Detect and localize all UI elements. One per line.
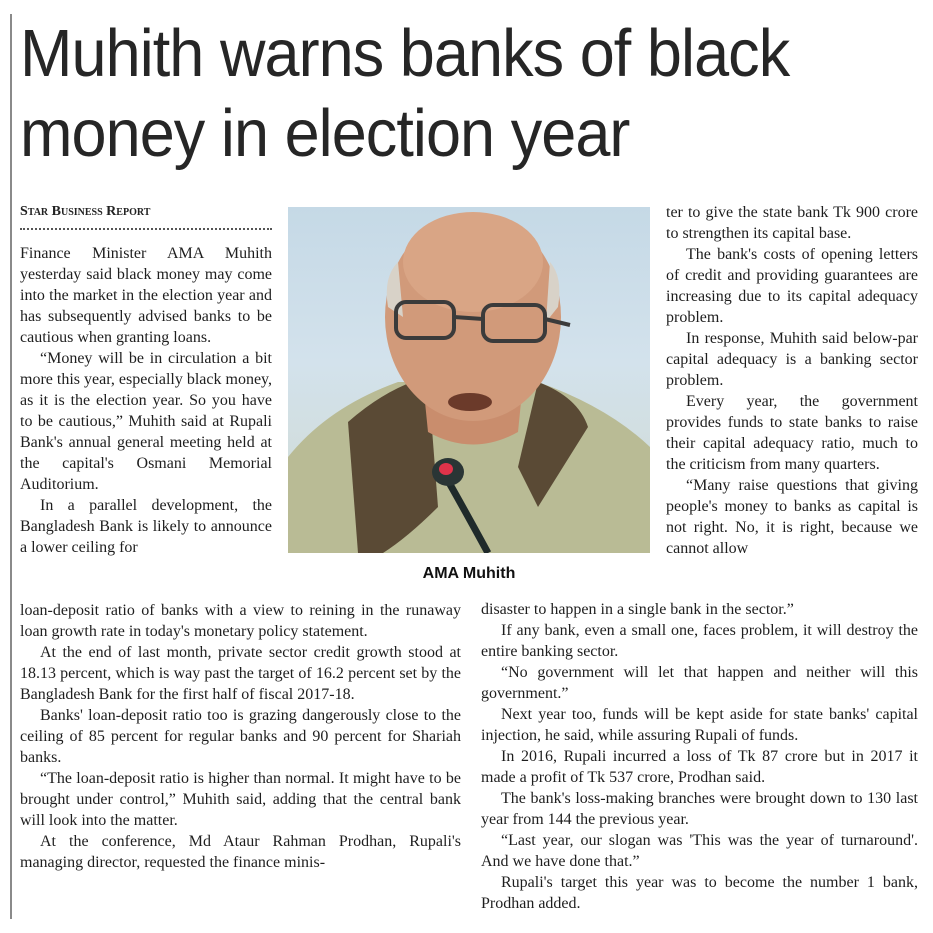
paragraph: In a parallel development, the Bangladesh Bank is likely to announce a lower ceiling for	[20, 497, 272, 556]
paragraph: “Money will be in circulation a bit more this year, especially black money, as it is the election year. So you have to be cautious,” Muhith said at Rupali Bank's annual general meeting held at the capital's Osmani Memorial Auditorium.	[20, 350, 273, 493]
paragraph: Every year, the government provides funds to state banks to raise their capital adequacy ratio, much to the criticism from many quarters.	[666, 393, 918, 473]
headline-line-2: money in election year	[20, 96, 630, 171]
paragraph: Finance Minister AMA Muhith yesterday said black money may come into the market in the election year and has subsequently advised banks to be cautious when granting loans.	[20, 245, 272, 346]
paragraph: At the end of last month, private sector credit growth stood at 18.13 percent, which is way past the target of 16.2 percent set by the Bangladesh Bank for the first half of fiscal 2017-18.	[20, 644, 461, 703]
paragraph: In response, Muhith said below-par capital adequacy is a banking sector problem.	[666, 330, 918, 389]
paragraph: loan-deposit ratio of banks with a view to reining in the runaway loan growth rate in today's monetary policy statement.	[20, 602, 461, 640]
body-column-3-lower	[481, 599, 918, 914]
body-column-1-upper	[20, 243, 272, 558]
photo-caption: AMA Muhith	[422, 565, 516, 582]
column-edge-rule	[10, 14, 12, 919]
paragraph: “Last year, our slogan was 'This was the year of turnaround'. And we have done that.”	[481, 832, 918, 870]
paragraph: Next year too, funds will be kept aside for state banks' capital injection, he said, while assuring Rupali of funds.	[481, 706, 918, 744]
byline-dotted-rule	[20, 228, 272, 230]
body-column-3-upper	[666, 202, 918, 559]
byline: Star Business Report	[20, 204, 151, 219]
paragraph: disaster to happen in a single bank in the sector.”	[481, 601, 794, 618]
paragraph: “The loan-deposit ratio is higher than normal. It might have to be brought under control,” Muhith said, adding that the central bank will look into the matter.	[20, 770, 461, 829]
portrait-photo	[288, 207, 650, 553]
paragraph: Banks' loan-deposit ratio too is grazing dangerously close to the ceiling of 85 percent for regular banks and 90 percent for Shariah banks.	[20, 707, 461, 766]
paragraph: If any bank, even a small one, faces problem, it will destroy the entire banking sector.	[481, 622, 918, 660]
paragraph: Rupali's target this year was to become the number 1 bank, Prodhan added.	[481, 874, 918, 912]
paragraph: The bank's costs of opening letters of credit and providing guarantees are increasing due to its capital adequacy problem.	[666, 246, 918, 326]
body-column-1-lower	[20, 600, 461, 873]
paragraph: ter to give the state bank Tk 900 crore to strengthen its capital base.	[666, 204, 918, 242]
headline-line-1: Muhith warns banks of black	[20, 16, 790, 91]
paragraph: The bank's loss-making branches were brought down to 130 last year from 144 the previous year.	[481, 790, 918, 828]
paragraph: “Many raise questions that giving people's money to banks as capital is not right. No, it is right, because we cannot allow	[666, 477, 918, 557]
paragraph: “No government will let that happen and neither will this government.”	[481, 664, 918, 702]
headline	[20, 14, 866, 174]
paragraph: In 2016, Rupali incurred a loss of Tk 87 crore but in 2017 it made a profit of Tk 537 crore, Prodhan said.	[481, 748, 918, 786]
portrait-illustration	[288, 207, 650, 553]
paragraph: At the conference, Md Ataur Rahman Prodhan, Rupali's managing director, requested the finance minis-	[20, 833, 461, 871]
